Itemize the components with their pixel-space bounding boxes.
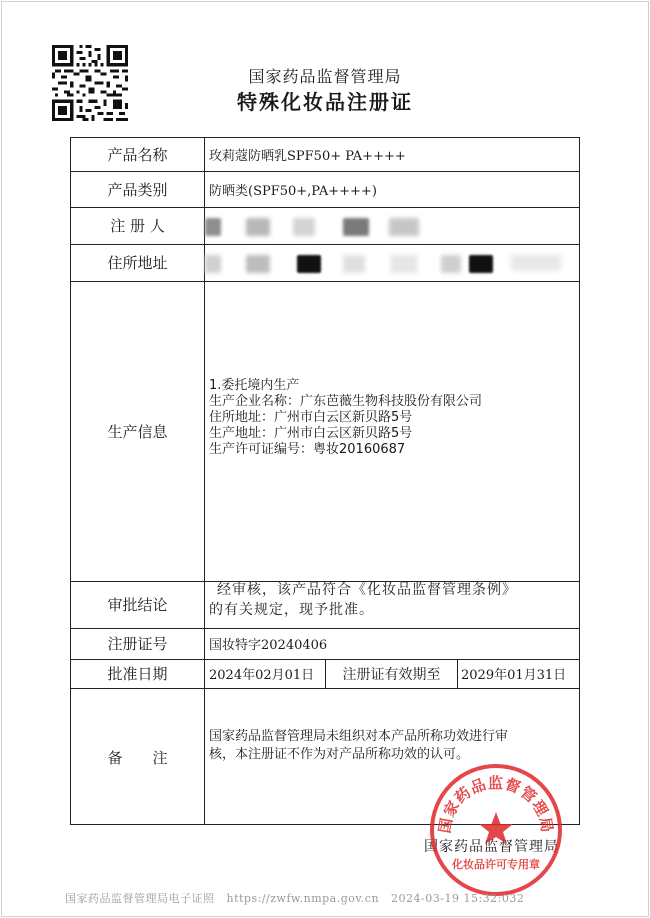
valid-until-value: 2029年01月31日 <box>461 668 567 683</box>
label-registrant: 注 册 人 <box>110 217 165 235</box>
issuer-name: 国家药品监督管理局 <box>424 839 559 855</box>
column-divider <box>457 659 458 688</box>
label-production-info: 生产信息 <box>107 422 168 441</box>
approval-date-value: 2024年02月01日 <box>209 668 315 683</box>
remarks-line: 核，本注册证不作为对产品所称功效的认可。 <box>209 747 470 762</box>
production-info-line: 住所地址：广州市白云区新贝路5号 <box>209 410 413 425</box>
approval-conclusion-text <box>209 580 569 620</box>
footer <box>65 890 524 906</box>
certificate-table <box>70 137 580 825</box>
label-valid-until: 注册证有效期至 <box>342 666 441 683</box>
approval-line: 的有关规定，现予批准。 <box>209 602 374 618</box>
product-name-value: 玫莉蔻防晒乳SPF50+ PA++++ <box>209 149 406 164</box>
label-approval-date: 批准日期 <box>107 665 168 683</box>
label-registration-number: 注册证号 <box>107 635 168 653</box>
footer-url[interactable]: https://zwfw.nmpa.gov.cn <box>226 892 380 905</box>
production-info-line: 生产企业名称：广东芭薇生物科技股份有限公司 <box>209 394 483 409</box>
registration-number-value: 国妆特字20240406 <box>209 638 328 653</box>
product-category-value: 防晒类(SPF50+,PA++++) <box>209 183 377 199</box>
label-product-name: 产品名称 <box>107 146 168 164</box>
remarks-line: 国家药品监督管理局未组织对本产品所称功效进行审 <box>209 729 509 744</box>
column-divider <box>204 138 205 824</box>
seal-top-text: 国家药品监督管理局 <box>435 774 557 835</box>
agency-name: 国家药品监督管理局 <box>248 67 402 86</box>
production-info-line: 生产地址：广州市白云区新贝路5号 <box>209 426 413 441</box>
label-approval-conclusion: 审批结论 <box>107 596 168 614</box>
seal-star-icon <box>479 812 513 844</box>
seal-bottom-text: 化妆品许可专用章 <box>452 858 540 871</box>
approval-line: 经审核，该产品符合《化妆品监督管理条例》 <box>217 582 517 598</box>
label-product-category: 产品类别 <box>107 180 168 199</box>
footer-label: 国家药品监督管理局电子证照 <box>65 892 215 905</box>
footer-timestamp: 2024-03-19 15:32:032 <box>391 892 525 905</box>
certificate-title: 特殊化妆品注册证 <box>237 90 413 114</box>
production-info-text <box>209 378 482 458</box>
label-remarks: 备 注 <box>107 748 168 767</box>
official-seal <box>428 762 564 898</box>
label-address: 住所地址 <box>107 254 168 272</box>
production-info-line: 生产许可证编号：粤妆20160687 <box>209 442 406 457</box>
remarks-text <box>209 728 569 764</box>
production-info-line: 1.委托境内生产 <box>209 378 300 393</box>
